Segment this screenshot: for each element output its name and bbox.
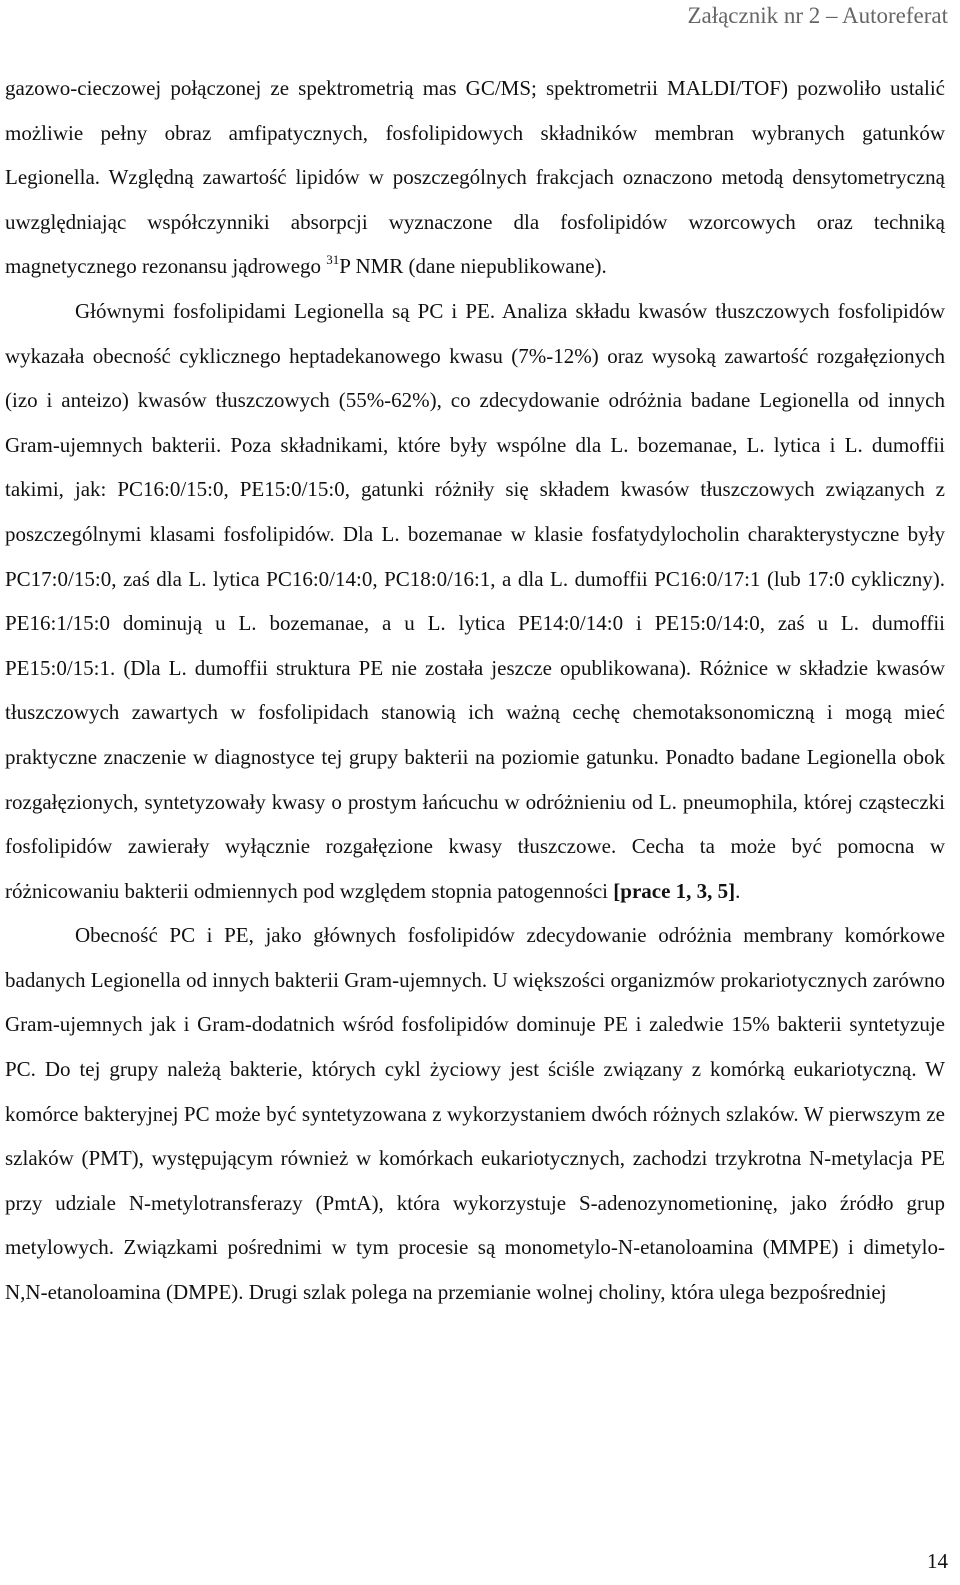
paragraph-1-text: gazowo-cieczowej połączonej ze spektrometrią mas GC/MS; spektrometrii MALDI/TOF) pozwoliło ustalić możliwie pełny obraz amfipatycznych, fosfolipidowych składników membran wybranych gatunków Legionella. Względną zawartość lipidów w poszczególnych frakcjach oznaczono metodą densytometryczną uwzględniając współczynniki absorpcji wyznaczone dla fosfolipidów wzorcowych oraz techniką magnetycznego rezonansu jądrowego: [5, 76, 945, 279]
paragraph-2-end: .: [735, 878, 741, 903]
page-number: 14: [927, 1549, 948, 1573]
paragraph-2: [5, 289, 945, 913]
running-header: Załącznik nr 2 – Autoreferat: [687, 3, 948, 28]
isotope-superscript: 31: [326, 252, 340, 268]
document-body: [5, 66, 945, 1315]
paragraph-2-text: Głównymi fosfolipidami Legionella są PC i PE. Analiza składu kwasów tłuszczowych fosfolipidów wykazała obecność cyklicznego heptadekanowego kwasu (7%-12%) oraz wysoką zawartość rozgałęzionych (izo i anteizo) kwasów tłuszczowych (55%-62%), co zdecydowanie odróżnia badane Legionella od innych Gram-ujemnych bakterii. Poza składnikami, które były wspólne dla L. bozemanae, L. lytica i L. dumoffii takimi, jak: PC16:0/15:0, PE15:0/15:0, gatunki różniły się składem kwasów tłuszczowych związanych z poszczególnymi klasami fosfolipidów. Dla L. bozemanae w klasie fosfatydylocholin charakterystyczne były PC17:0/15:0, zaś dla L. lytica PC16:0/14:0, PC18:0/16:1, a dla L. dumoffii PC16:0/17:1 (lub 17:0 cykliczny). PE16:1/15:0 dominują u L. bozemanae, a u L. lytica PE14:0/14:0 i PE15:0/14:0, zaś u L. dumoffii PE15:0/15:1. (Dla L. dumoffii struktura PE nie została jeszcze opublikowana). Różnice w składzie kwasów tłuszczowych zawartych w fosfolipidach stanowią ich ważną cechę chemotaksonomiczną i mogą mieć praktyczne znaczenie w diagnostyce tej grupy bakterii na poziomie gatunku. Ponadto badane Legionella obok rozgałęzionych, syntetyzowały kwasy o prostym łańcuchu w odróżnieniu od L. pneumophila, której cząsteczki fosfolipidów zawierały wyłącznie rozgałęzione kwasy tłuszczowe. Cecha ta może być pomocna w różnicowaniu bakterii odmiennych pod względem stopnia patogenności: [5, 298, 945, 903]
paragraph-3-text: Obecność PC i PE, jako głównych fosfolipidów zdecydowanie odróżnia membrany komórkowe badanych Legionella od innych bakterii Gram-ujemnych. U większości organizmów prokariotycznych zarówno Gram-ujemnych jak i Gram-dodatnich wśród fosfolipidów dominuje PE i zaledwie 15% bakterii syntetyzuje PC. Do tej grupy należą bakterie, których cykl życiowy jest ściśle związany z komórką eukariotyczną. W komórce bakteryjnej PC może być syntetyzowana z wykorzystaniem dwóch różnych szlaków. W pierwszym ze szlaków (PMT), występującym również w komórkach eukariotycznych, zachodzi trzykrotna N-metylacja PE przy udziale N-metylotransferazy (PmtA), która wykorzystuje S-adenozynometioninę, jako źródło grup metylowych. Związkami pośrednimi w tym procesie są monometylo-N-etanoloamina (MMPE) i dimetylo-N,N-etanoloamina (DMPE). Drugi szlak polega na przemianie wolnej choliny, która ulega bezpośredniej: [5, 923, 945, 1305]
paragraph-3: [5, 913, 945, 1314]
paragraph-1: [5, 66, 945, 289]
citation-reference: [prace 1, 3, 5]: [613, 878, 736, 903]
paragraph-1-tail: P NMR (dane niepublikowane).: [339, 254, 607, 279]
